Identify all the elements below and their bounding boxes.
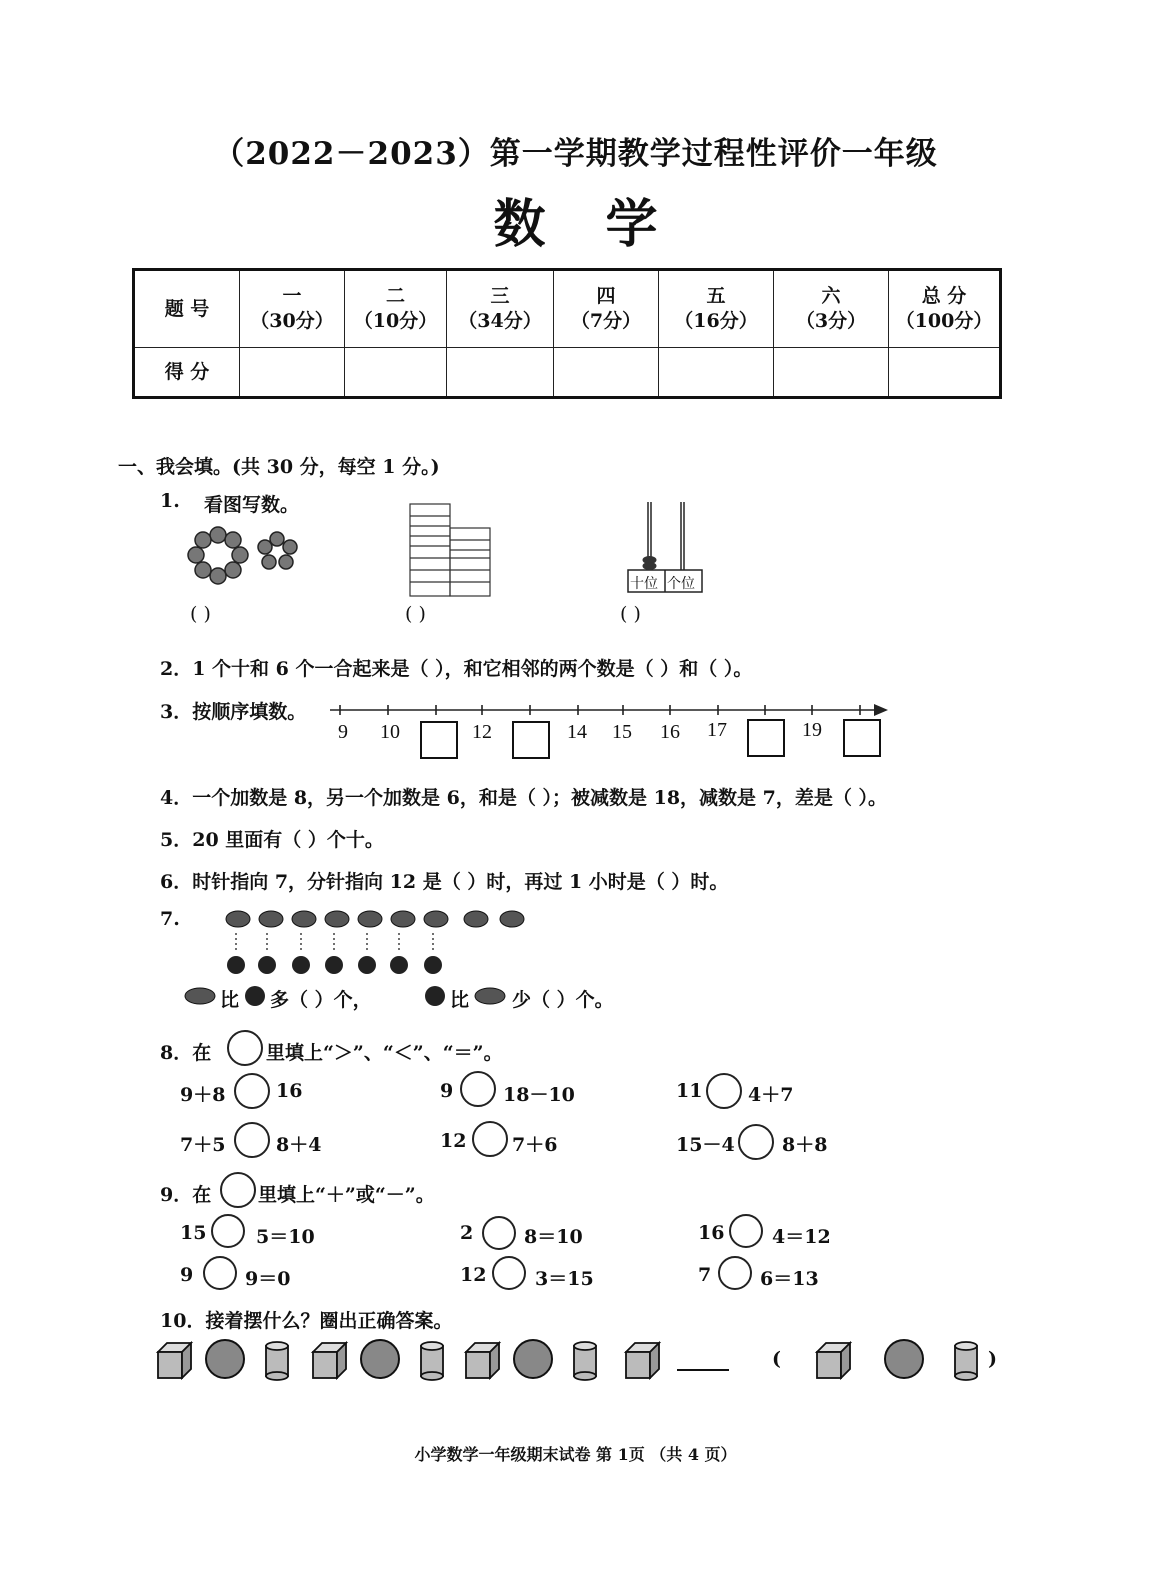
score-cell[interactable] <box>240 348 345 398</box>
score-cell[interactable] <box>345 348 447 398</box>
q7-compare-word: 比 <box>450 989 470 1011</box>
col-3: 三 （34分） <box>447 270 554 348</box>
q10-open-paren: ( <box>772 1348 781 1370</box>
number-line-answer-box[interactable] <box>512 721 550 759</box>
number-line-answer-box[interactable] <box>420 721 458 759</box>
q1-answer-blank[interactable]: ( ) <box>405 603 426 625</box>
number-line-value: 17 <box>707 719 727 741</box>
score-table <box>132 268 1002 399</box>
q8-item-right: 18－10 <box>503 1084 575 1106</box>
number-line-value: 9 <box>338 721 348 743</box>
q6-text: 6．时针指向 7，分针指向 12 是（ ）时，再过 1 小时是（ ）时。 <box>160 871 729 893</box>
q9-item-right: 5＝10 <box>256 1226 315 1248</box>
pineapple-apple-picture <box>222 903 534 978</box>
answer-circle[interactable] <box>472 1121 508 1157</box>
score-cell[interactable] <box>659 348 774 398</box>
answer-circle[interactable] <box>706 1073 742 1109</box>
q8-item-left: 12 <box>440 1130 467 1152</box>
number-line-value: 15 <box>612 721 632 743</box>
number-line-value: 12 <box>472 721 492 743</box>
exam-title: （2022－2023）第一学期教学过程性评价一年级 <box>213 136 938 172</box>
beads-picture <box>185 525 315 587</box>
q9-item-right: 8＝10 <box>524 1226 583 1248</box>
section-1-heading: 一、我会填。(共 30 分，每空 1 分。) <box>118 456 440 478</box>
answer-choices[interactable] <box>812 1338 992 1384</box>
number-line-value: 16 <box>660 721 680 743</box>
score-cell[interactable] <box>774 348 889 398</box>
q9-instruction: 里填上“＋”或“－”。 <box>258 1184 435 1206</box>
number-line-answer-box[interactable] <box>843 719 881 757</box>
q3-label: 3．按顺序填数。 <box>160 701 307 723</box>
q1-answer-blank[interactable]: ( ) <box>620 603 641 625</box>
answer-circle[interactable] <box>234 1073 270 1109</box>
apple-icon <box>422 982 448 1008</box>
pineapple-icon <box>182 984 218 1008</box>
q8-item-right: 7＋6 <box>512 1134 558 1156</box>
q9-item-right: 9＝0 <box>245 1268 291 1290</box>
shape-pattern <box>155 1338 745 1384</box>
q5-text: 5．20 里面有（ ）个十。 <box>160 829 384 851</box>
q8-item-left: 9 <box>440 1080 454 1102</box>
pineapple-icon <box>472 984 508 1008</box>
q8-item-right: 8＋8 <box>782 1134 828 1156</box>
answer-circle <box>220 1172 256 1208</box>
q9-item-left: 2 <box>460 1222 474 1244</box>
number-line-value: 14 <box>567 721 587 743</box>
number-line-value: 10 <box>380 721 400 743</box>
row-label-score: 得 分 <box>134 348 240 398</box>
answer-circle[interactable] <box>234 1122 270 1158</box>
q9-item-right: 4＝12 <box>772 1226 831 1248</box>
q1-label: 1. <box>160 490 180 512</box>
answer-circle[interactable] <box>738 1124 774 1160</box>
q1-text: 看图写数。 <box>204 494 300 516</box>
q9-item-right: 6＝13 <box>760 1268 819 1290</box>
col-4: 四 （7分） <box>554 270 659 348</box>
col-total: 总 分 （100分） <box>889 270 1001 348</box>
answer-circle[interactable] <box>211 1214 245 1248</box>
q7-label: 7. <box>160 908 180 930</box>
answer-circle <box>227 1030 263 1066</box>
q8-label: 8．在 <box>160 1042 212 1064</box>
q2-text: 2．1 个十和 6 个一合起来是（ ），和它相邻的两个数是（ ）和（ ）。 <box>160 658 753 680</box>
number-line-value: 19 <box>802 719 822 741</box>
col-6: 六 （3分） <box>774 270 889 348</box>
col-1: 一 （30分） <box>240 270 345 348</box>
score-cell[interactable] <box>889 348 1001 398</box>
answer-circle[interactable] <box>492 1256 526 1290</box>
q7-more-text: 多（ ）个， <box>270 989 372 1011</box>
q9-item-left: 7 <box>698 1264 712 1286</box>
score-cell[interactable] <box>554 348 659 398</box>
q8-item-left: 15－4 <box>676 1134 735 1156</box>
q9-item-left: 9 <box>180 1264 194 1286</box>
answer-circle[interactable] <box>729 1214 763 1248</box>
q1-answer-blank[interactable]: ( ) <box>190 603 211 625</box>
q7-compare-word: 比 <box>220 989 240 1011</box>
q8-instruction: 里填上“＞”、“＜”、“＝”。 <box>266 1042 503 1064</box>
col-5: 五 （16分） <box>659 270 774 348</box>
q8-item-left: 9＋8 <box>180 1084 226 1106</box>
answer-circle[interactable] <box>460 1071 496 1107</box>
number-line-answer-box[interactable] <box>747 719 785 757</box>
subject-title: 数学 <box>493 194 718 255</box>
q8-item-left: 7＋5 <box>180 1134 226 1156</box>
tens-place-label: 十位 <box>630 576 658 592</box>
q10-text: 10．接着摆什么？圈出正确答案。 <box>160 1310 453 1332</box>
q8-item-left: 11 <box>676 1080 703 1102</box>
q8-item-right: 8＋4 <box>276 1134 322 1156</box>
q7-less-text: 少（ ）个。 <box>512 989 614 1011</box>
answer-circle[interactable] <box>203 1256 237 1290</box>
answer-circle[interactable] <box>718 1256 752 1290</box>
row-label-question: 题 号 <box>134 270 240 348</box>
q10-close-paren: ) <box>988 1348 997 1370</box>
score-cell[interactable] <box>447 348 554 398</box>
bundles-picture <box>408 502 492 598</box>
q9-label: 9．在 <box>160 1184 212 1206</box>
q9-item-left: 16 <box>698 1222 725 1244</box>
q8-item-right: 4＋7 <box>748 1084 794 1106</box>
ones-place-label: 个位 <box>667 576 695 592</box>
answer-circle[interactable] <box>482 1216 516 1250</box>
q9-item-left: 12 <box>460 1264 487 1286</box>
apple-icon <box>242 982 268 1008</box>
number-line <box>328 700 890 720</box>
col-2: 二 （10分） <box>345 270 447 348</box>
q9-item-left: 15 <box>180 1222 207 1244</box>
q4-text: 4．一个加数是 8，另一个加数是 6，和是（ ）；被减数是 18，减数是 7，差是（ ）。 <box>160 787 888 809</box>
q9-item-right: 3＝15 <box>535 1268 594 1290</box>
page-footer: 小学数学一年级期末试卷 第 1页 （共 4 页） <box>414 1445 737 1464</box>
q8-item-right: 16 <box>276 1080 303 1102</box>
